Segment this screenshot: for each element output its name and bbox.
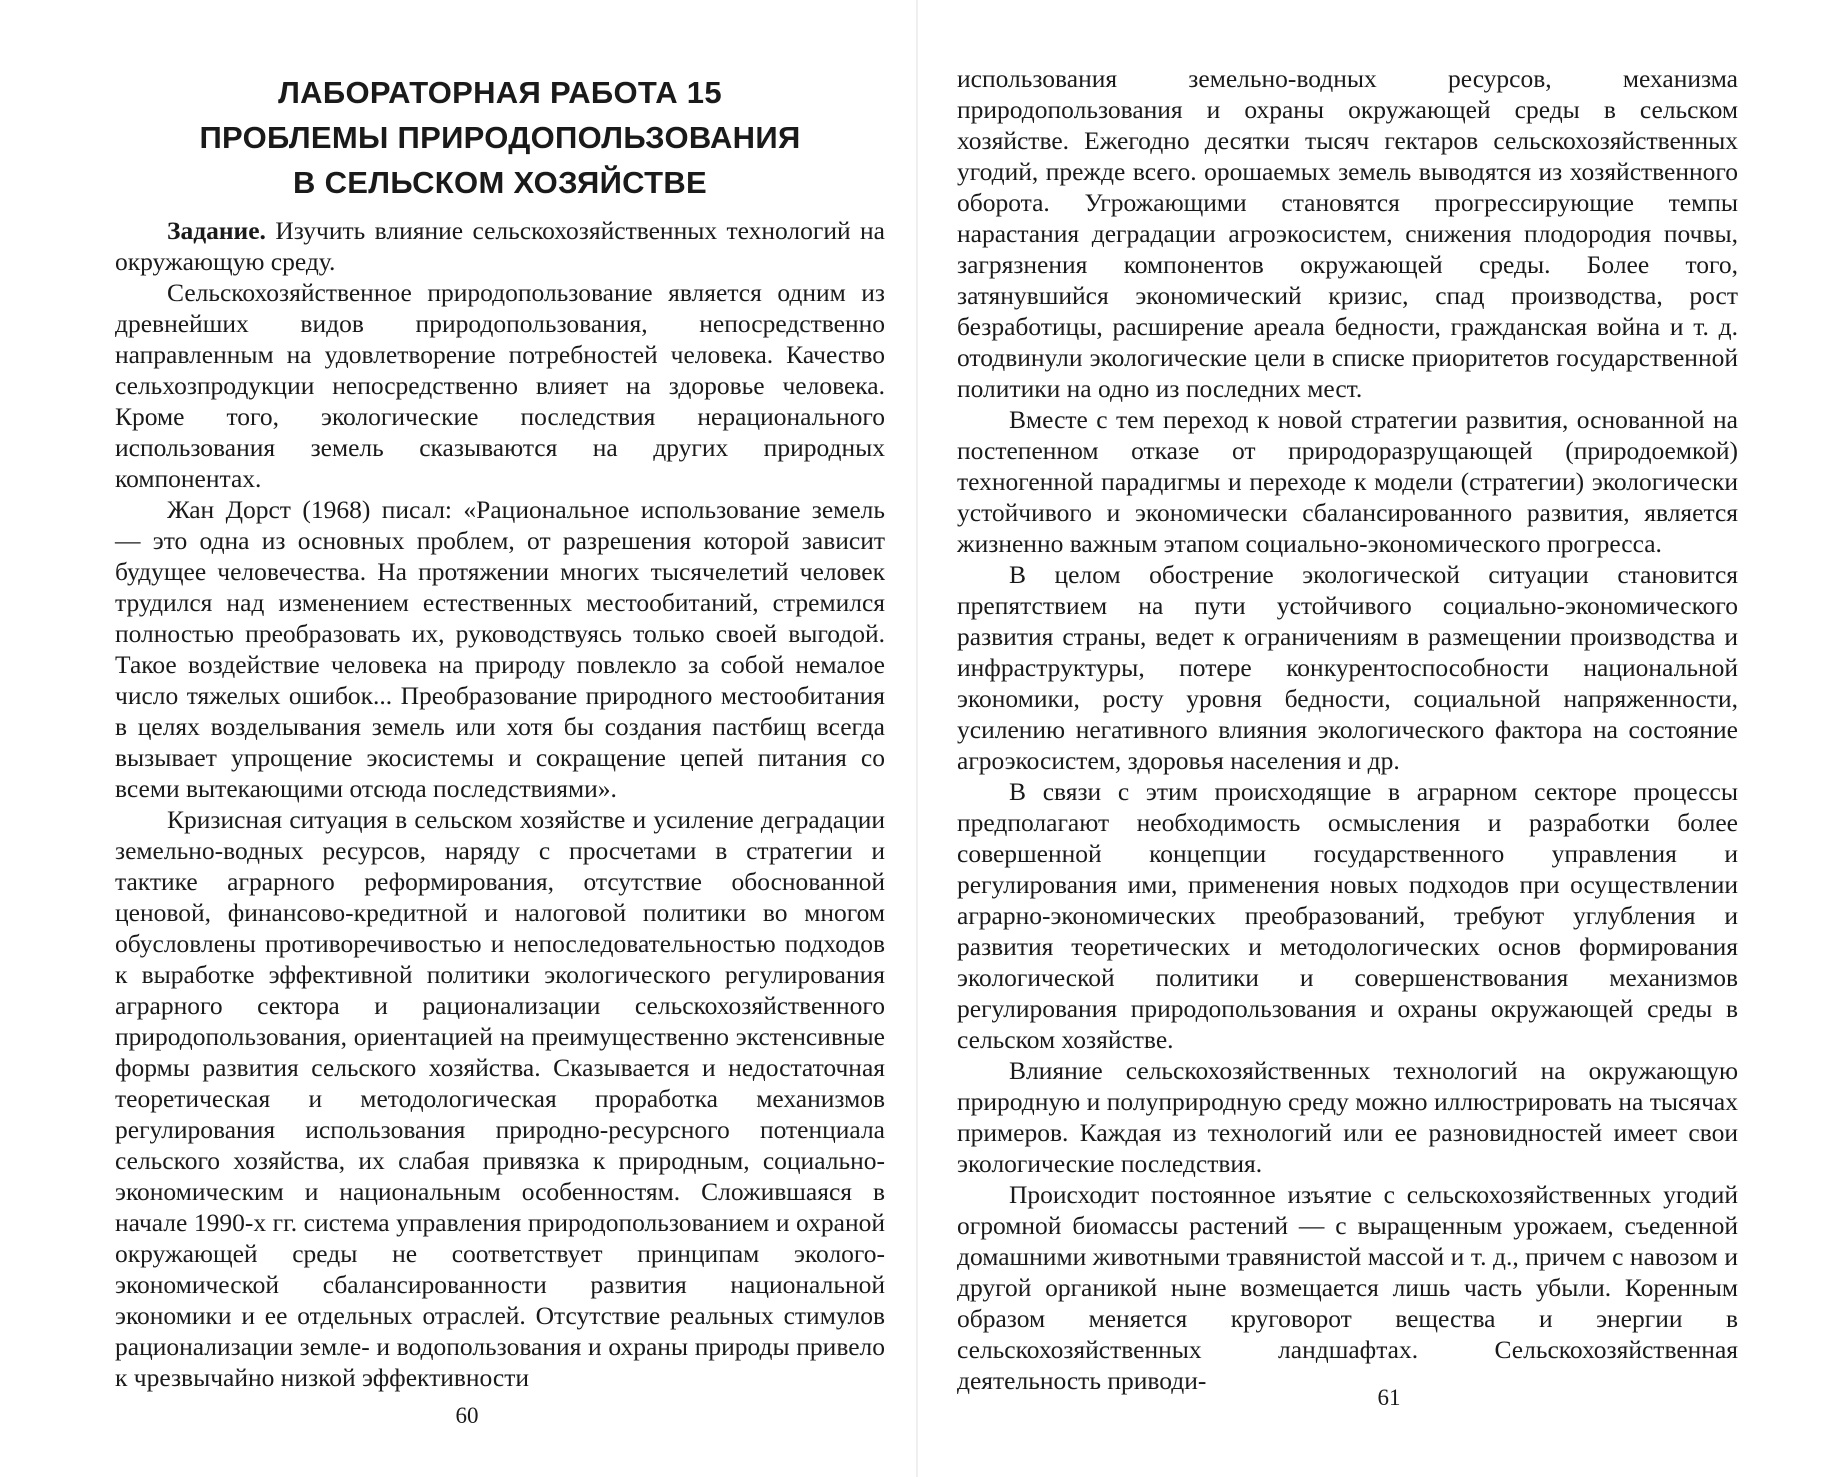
paragraph: Кризисная ситуация в сельском хозяйстве и усиление деградации земельно-водных ресурсов, наряду с просчетами в стратегии и тактике аграрного реформирования, отсутствие обоснованной ценовой, финансово-кредитной и налоговой политики во многом обусловлены противоречивостью и непоследовательностью подходов к выработке эффективной политики экологического регулирования аграрного сектора и рационализации сельскохозяйственного природопользования, ориентацией на преимущественно экстенсивные формы развития сельского хозяйства. Сказывается и недостаточная теоретическая и методологическая проработка механизмов регулирования использования природно-ресурсного потенциала сельского хозяйства, их слабая привязка к природным, социально-экономическим и национальным особенностям. Сложившаяся в начале 1990-х гг. система управления природопользованием и охраной окружающей среды не соответствует принципам эколого-экономической сбалансированности развития национальной экономики и ее отдельных отраслей. Отсутствие реальных стимулов рационализации земле- и водопользования и охраны природы привело к чрезвычайно низкой эффективности xyxy=(115,805,885,1392)
right-body-text xyxy=(957,63,1738,1396)
left-body-text xyxy=(115,215,885,1393)
paragraph: Сельскохозяйственное природопользование является одним из древнейших видов природопользования, непосредственно направленным на удовлетворение потребностей человека. Качество сельхозпродукции непосредственно влияет на здоровье человека. Кроме того, экологические последствия нерационального использования земель сказываются на других природных компонентах. xyxy=(115,278,885,493)
page-number: 60 xyxy=(455,1403,479,1428)
lab-work-heading xyxy=(115,70,885,205)
paragraph: Вместе с тем переход к новой стратегии развития, основанной на постепенном отказе от природоразрущающей (природоемкой) техногенной парадигмы и переходе к модели (стратегии) экологически устойчивого и экономически сбалансированного развития, является жизненно важным этапом социально-экономического прогресса. xyxy=(957,405,1738,558)
continued-paragraph: использования земельно-водных ресурсов, механизма природопользования и охраны окружающей среды в сельском хозяйстве. Ежегодно десятки тысяч гектаров сельскохозяйственных угодий, прежде всего. орошаемых земель выводятся из хозяйственного оборота. Угрожающими становятся прогрессирующие темпы нарастания деградации агроэкосистем, снижения плодородия почвы, загрязнения компонентов окружающей среды. Более того, затянувшийся экономический кризис, спад производства, рост безработицы, расширение ареала бедности, гражданская война и т. д. отодвинули экологические цели в списке приоритетов государственной политики на одно из последних мест. xyxy=(957,64,1738,403)
paragraph: Происходит постоянное изъятие с сельскохозяйственных угодий огромной биомассы растений — с выращенным урожаем, съеденной домашними животными травянистой массой и т. д., причем с навозом и другой органикой ныне возмещается лишь часть убыли. Коренным образом меняется круговорот вещества и энергии в сельскохозяйственных ландшафтах. Сельскохозяйственная деятельность приводи- xyxy=(957,1180,1738,1395)
paragraph: В целом обострение экологической ситуации становится препятствием на пути устойчивого социально-экономического развития страны, ведет к ограничениям в размещении производства и инфраструктуры, потере конкурентоспособности национальной экономики, росту уровня бедности, социальной напряженности, усилению негативного влияния экологического фактора на состояние агроэкосистем, здоровья населения и др. xyxy=(957,560,1738,775)
heading-line-3: В СЕЛЬСКОМ ХОЗЯЙСТВЕ xyxy=(293,165,707,200)
left-page xyxy=(0,0,917,1477)
paragraph: В связи с этим происходящие в аграрном секторе процессы предполагают необходимость осмысления и разработки более совершенной концепции государственного управления и регулирования ими, применения новых подходов при осуществлении аграрно-экономических преобразований, требуют углубления и развития теоретических и методологических основ формирования экологической политики и совершенствования механизмов регулирования природопользования и охраны окружающей среды в сельском хозяйстве. xyxy=(957,777,1738,1054)
paragraph: Жан Дорст (1968) писал: «Рациональное использование земель — это одна из основных проблем, от разрешения которой зависит будущее человечества. На протяжении многих тысячелетий человек трудился над изменением естественных местообитаний, стремился полностью преобразовать их, руководствуясь только своей выгодой. Такое воздействие человека на природу повлекло за собой немалое число тяжелых ошибок... Преобразование природного местообитания в целях возделывания земель или хотя бы создания пастбищ всегда вызывает упрощение экосистемы и сокращение цепей питания со всеми вытекающими отсюда последствиями». xyxy=(115,495,885,803)
heading-line-2: ПРОБЛЕМЫ ПРИРОДОПОЛЬЗОВАНИЯ xyxy=(199,120,801,155)
task-text: Изучить влияние сельскохозяйственных технологий на окружающую среду. xyxy=(115,216,885,276)
heading-line-1: ЛАБОРАТОРНАЯ РАБОТА 15 xyxy=(278,75,722,110)
task-paragraph xyxy=(115,215,885,277)
paragraph: Влияние сельскохозяйственных технологий на окружающую природную и полуприродную среду можно иллюстрировать на тысячах примеров. Каждая из технологий или ее разновидностей имеет свои экологические последствия. xyxy=(957,1056,1738,1178)
right-page xyxy=(917,0,1835,1477)
page-number: 61 xyxy=(1377,1385,1401,1410)
task-label: Задание. xyxy=(167,216,266,245)
